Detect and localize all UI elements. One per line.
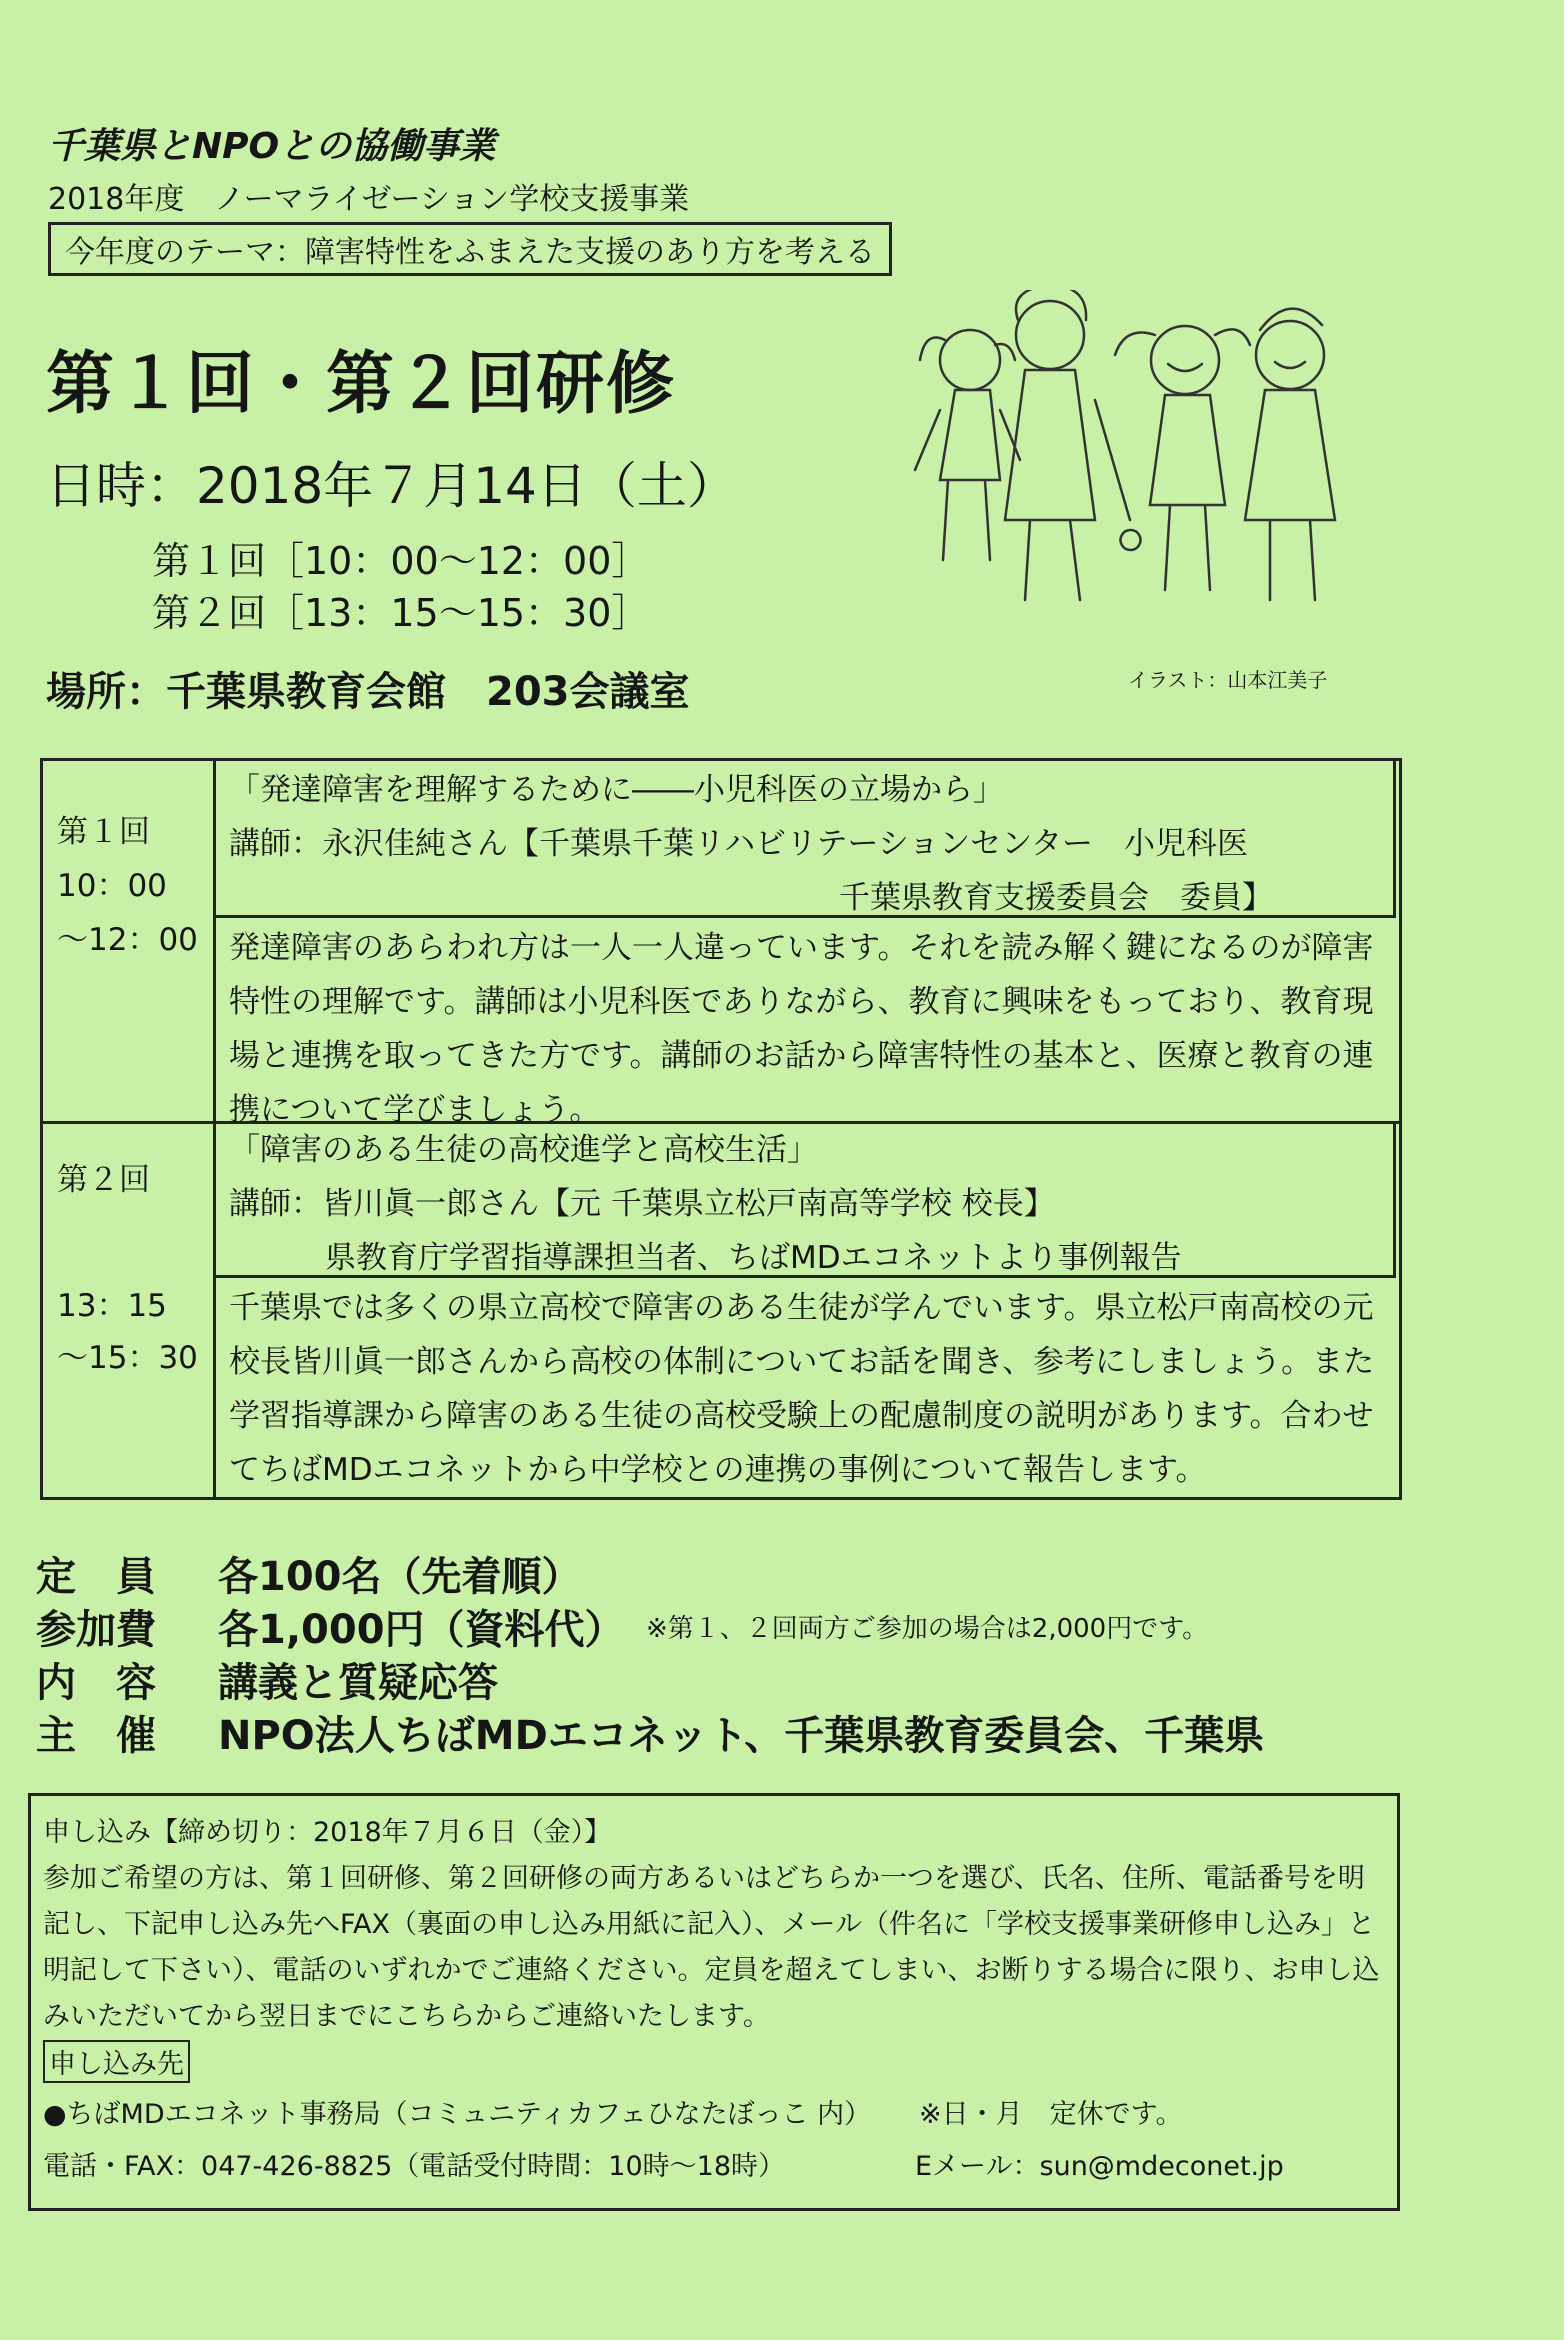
session1-speaker-role: 千葉県教育支援委員会 委員】 [839,880,1273,916]
session1-lecture-title: 「発達障害を理解するために――小児科医の立場から」 [229,772,1004,808]
content-label: 内 容 [36,1660,156,1706]
session2-start: 13：15 [57,1288,167,1324]
session2-desc-line: てちばMDエコネットから中学校との連携の事例について報告します。 [229,1452,1207,1488]
email[interactable]: Eメール：sun@mdeconet.jp [915,2151,1284,2182]
theme-box: 今年度のテーマ：障害特性をふまえた支援のあり方を考える [48,222,892,276]
event-place: 場所：千葉県教育会館 203会議室 [46,669,690,715]
session1-desc-line: 発達障害のあらわれ方は一人一人違っています。それを読み解く鍵になるのが障害 [229,930,1374,966]
session1-desc-line: 場と連携を取ってきた方です。講師のお話から障害特性の基本と、医療と教育の連 [229,1038,1374,1074]
session1-time: 第１回［10：00～12：00］ [152,539,650,583]
application-body-line: 明記して下さい）、電話のいずれかでご連絡ください。定員を超えてしまい、お断りする場合に限り、お申し込 [43,1955,1380,1986]
application-heading: 申し込み【締め切り：2018年７月６日（金）】 [43,1817,612,1848]
capacity-value: 各100名（先着順） [218,1554,582,1600]
organizer-value: NPO法人ちばMDエコネット、千葉県教育委員会、千葉県 [218,1713,1265,1759]
program-table [40,758,1402,1500]
program-name: 2018年度 ノーマライゼーション学校支援事業 [48,182,690,217]
project-name: 千葉県とNPOとの協働事業 [48,126,496,167]
fee-label: 参加費 [36,1607,156,1653]
fee-value: 各1,000円（資料代） [218,1607,625,1653]
session1-label: 第１回 [57,814,150,850]
fee-note: ※第１、２回両方ご参加の場合は2,000円です。 [646,1614,1209,1644]
session1-description [229,921,1379,1137]
session2-speaker-extra: 県教育庁学習指導課担当者、ちばMDエコネットより事例報告 [325,1240,1182,1276]
session2-desc-line: 校長皆川眞一郎さんから高校の体制についてお話を聞き、参考にしましょう。また [229,1344,1375,1380]
office-closed: ※日・月 定休です。 [919,2099,1183,2130]
application-body-line: 参加ご希望の方は、第１回研修、第２回研修の両方あるいはどちらか一つを選び、氏名、住所、電話番号を明 [43,1863,1365,1894]
session2-end: ～15：30 [57,1340,198,1376]
session1-desc-line: 特性の理解です。講師は小児科医でありながら、教育に興味をもっており、教育現 [229,984,1374,1020]
session1-speaker: 講師：永沢佳純さん【千葉県千葉リハビリテーションセンター 小児科医 [229,826,1248,862]
session2-label: 第２回 [57,1162,150,1198]
session1-start: 10：00 [57,868,167,904]
session2-desc-line: 学習指導課から障害のある生徒の高校受験上の配慮制度の説明があります。合わせ [229,1398,1374,1434]
capacity-label: 定 員 [36,1554,156,1600]
session1-end: ～12：00 [57,922,198,958]
application-body-line: 記し、下記申し込み先へFAX（裏面の申し込み用紙に記入）、メール（件名に「学校支援事業研修申し込み」と [43,1909,1375,1940]
session2-desc-line: 千葉県では多くの県立高校で障害のある生徒が学んでいます。県立松戸南高校の元 [229,1290,1374,1326]
session2-speaker: 講師：皆川眞一郎さん【元 千葉県立松戸南高等学校 校長】 [229,1186,1055,1222]
page-title: 第１回・第２回研修 [46,345,677,424]
organizer-label: 主 催 [36,1713,156,1759]
illustration-credit: イラスト：山本江美子 [1128,668,1328,692]
office-name: ●ちばMDエコネット事務局（コミュニティカフェひなたぼっこ 内） [43,2099,872,2130]
session1-desc-line: 携について学びましょう。 [229,1092,601,1128]
session2-description [229,1281,1379,1497]
session1-info [57,805,198,967]
four-students-illustration-icon [900,290,1400,650]
phone-fax: 電話・FAX：047-426-8825（電話受付時間：10時～18時） [43,2151,785,2182]
event-date: 日時：2018年７月14日（土） [46,457,737,515]
contact-label: 申し込み先 [43,2040,190,2083]
application-box [28,1793,1400,2211]
session2-time: 第２回［13：15～15：30］ [152,591,650,635]
session2-lecture-title: 「障害のある生徒の高校進学と高校生活」 [229,1132,818,1168]
content-value: 講義と質疑応答 [218,1660,498,1706]
application-body-line: みいただいてから翌日までにこちらからご連絡いたします。 [43,2001,770,2032]
